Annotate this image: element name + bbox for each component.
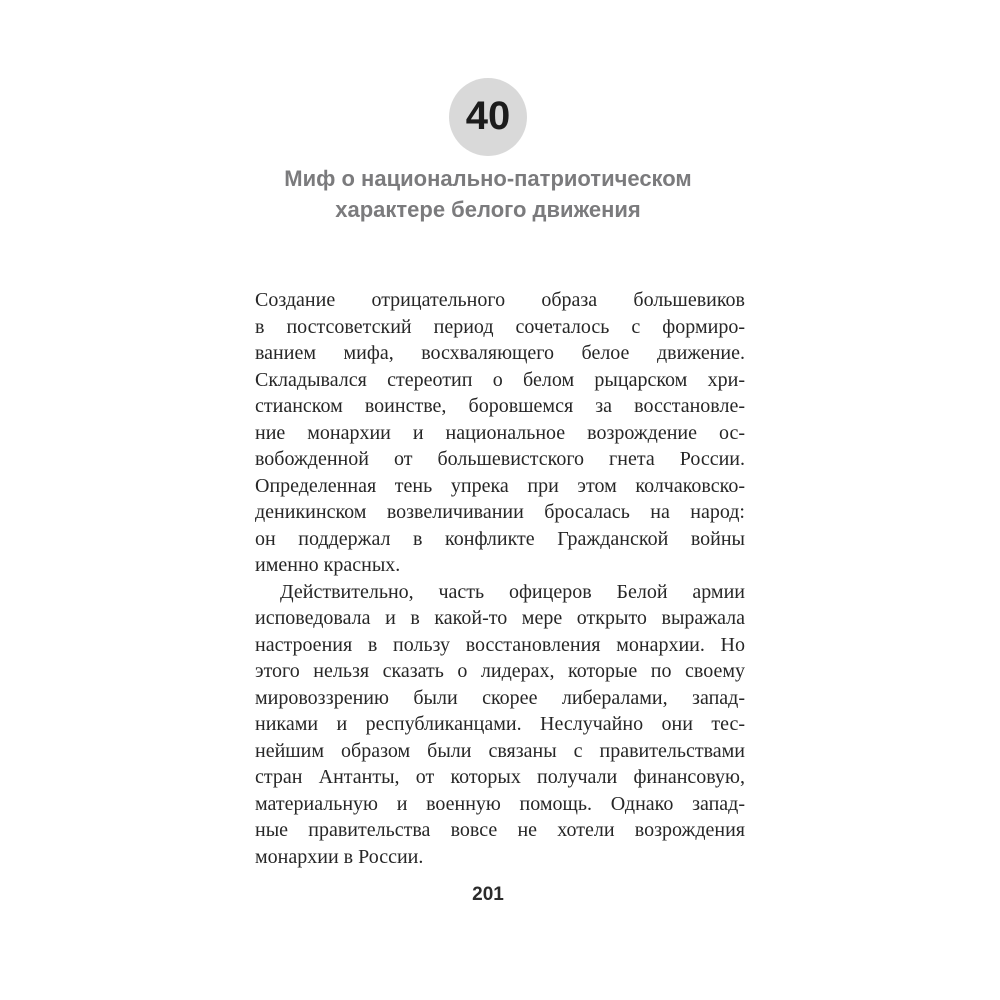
body-line: мировоззрению были скорее либералами, запад- (255, 686, 745, 709)
body-line: ние монархии и национальное возрождение ос- (255, 421, 745, 444)
body-line: нейшим образом были связаны с правительствами (255, 739, 745, 762)
chapter-title-line-1: Миф о национально-патриотическом (284, 166, 692, 191)
body-line: ванием мифа, восхваляющего белое движение. (255, 342, 745, 364)
body-line: стран Антанты, от которых получали финансовую, (255, 766, 745, 788)
body-line: именно красных. (255, 554, 401, 576)
body-line: материальную и военную помощь. Однако запад- (255, 792, 745, 815)
body-line: ные правительства вовсе не хотели возрождения (255, 819, 745, 841)
body-line: в постсоветский период сочеталось с формиро- (255, 315, 745, 338)
body-line: Складывался стереотип о белом рыцарском хри- (255, 368, 745, 391)
body-line: вобожденной от большевистского гнета России. (255, 448, 745, 470)
chapter-body (255, 287, 745, 870)
body-line: стианском воинстве, боровшемся за восстановле- (255, 395, 745, 417)
chapter-title (243, 163, 733, 225)
body-line: Действительно, часть офицеров Белой армии (280, 580, 745, 603)
body-line: Определенная тень упрека при этом колчаковско- (255, 474, 745, 497)
body-line: он поддержал в конфликте Гражданской войны (255, 527, 745, 550)
body-line: этого нельзя сказать о лидерах, которые по своему (255, 660, 745, 682)
chapter-title-line-2: характере белого движения (335, 197, 641, 222)
body-line: исповедовала и в какой-то мере открыто выражала (255, 607, 745, 629)
chapter-number: 40 (465, 94, 511, 138)
body-line: настроения в пользу восстановления монархии. Но (255, 633, 745, 656)
body-line: Создание отрицательного образа большевиков (255, 289, 745, 311)
body-line: никами и республиканцами. Неслучайно они тес- (255, 713, 745, 735)
page-number: 201 (472, 884, 504, 905)
chapter-number-badge (449, 78, 527, 156)
body-line: деникинском возвеличивании бросалась на народ: (255, 501, 745, 523)
body-line: монархии в России. (255, 845, 424, 868)
